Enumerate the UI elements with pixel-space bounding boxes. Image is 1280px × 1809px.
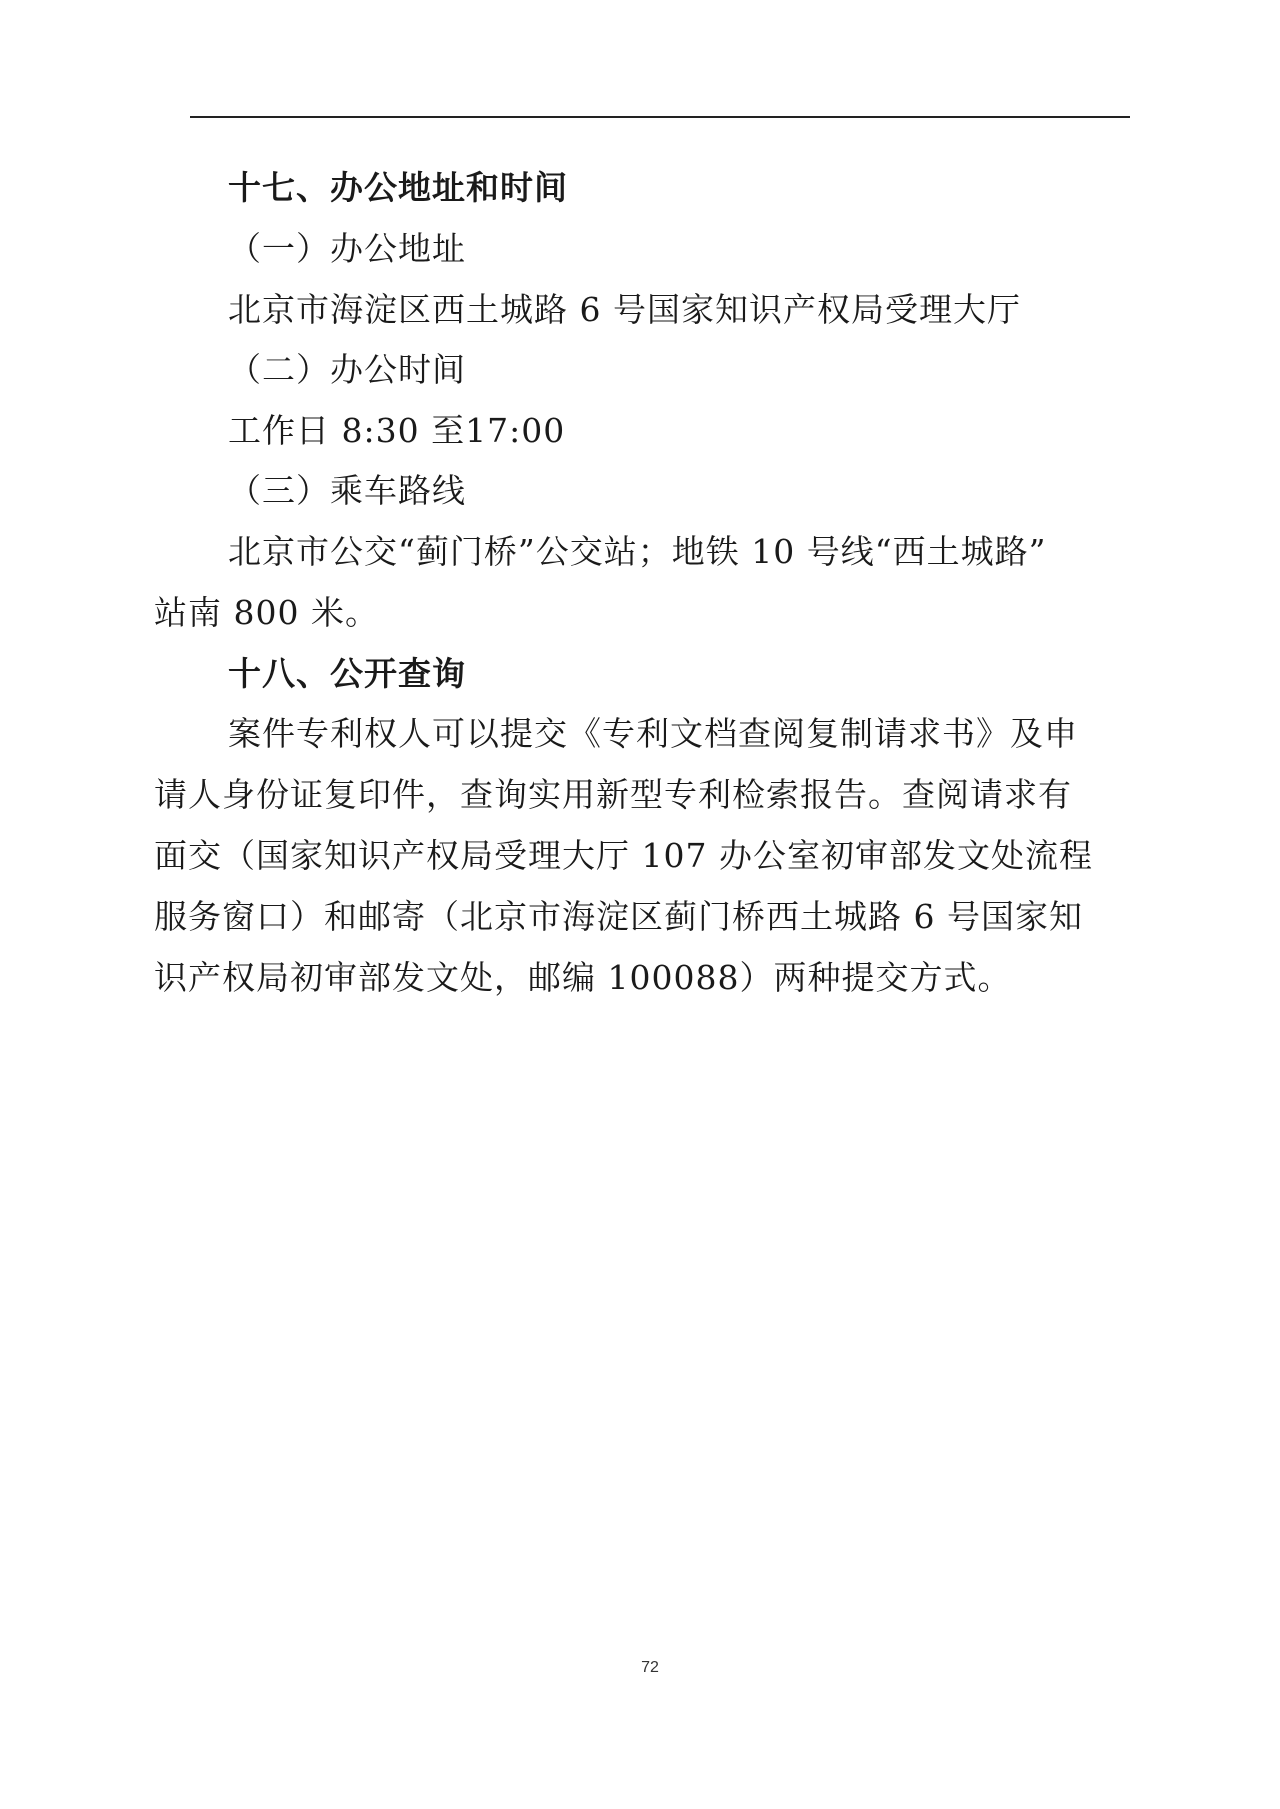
public-inquiry-paragraph-line-2: 请人身份证复印件，查询实用新型专利检索报告。查阅请求有 (154, 775, 1072, 814)
office-hours-text: 工作日 8:30 至17:00 (228, 411, 566, 450)
transit-route-text-line-2: 站南 800 米。 (154, 593, 379, 632)
transit-route-text-line-1: 北京市公交“蓟门桥”公交站；地铁 10 号线“西土城路” (228, 532, 1047, 571)
section-17-heading: 十七、办公地址和时间 (228, 168, 568, 207)
section-18-heading: 十八、公开查询 (228, 654, 466, 693)
public-inquiry-paragraph-line-5: 识产权局初审部发文处，邮编 100088）两种提交方式。 (154, 958, 1012, 997)
header-rule (190, 116, 1130, 118)
subsection-office-hours-title: （二）办公时间 (228, 350, 466, 389)
subsection-transit-route-title: （三）乘车路线 (228, 471, 466, 510)
page-number: 72 (641, 1659, 659, 1676)
public-inquiry-paragraph-line-1: 案件专利权人可以提交《专利文档查阅复制请求书》及申 (228, 714, 1078, 753)
office-address-text: 北京市海淀区西土城路 6 号国家知识产权局受理大厅 (228, 290, 1021, 329)
public-inquiry-paragraph-line-4: 服务窗口）和邮寄（北京市海淀区蓟门桥西土城路 6 号国家知 (154, 897, 1083, 936)
public-inquiry-paragraph-line-3: 面交（国家知识产权局受理大厅 107 办公室初审部发文处流程 (154, 836, 1093, 875)
subsection-office-address-title: （一）办公地址 (228, 229, 466, 268)
